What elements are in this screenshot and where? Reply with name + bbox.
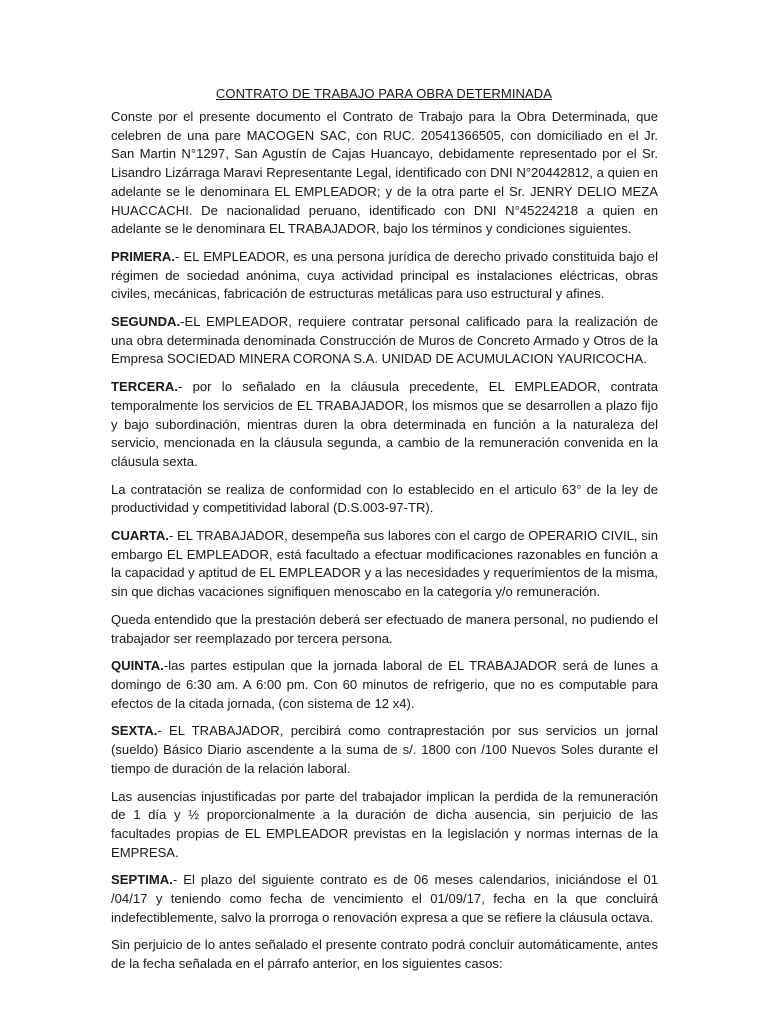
clause-quinta xyxy=(111,657,658,713)
paragraph-text: Las ausencias injustificadas por parte del trabajador implican la perdida de la remuneración de 1 día y ½ proporcionalmente a la duración de dicha ausencia, sin perjuicio de las facultades propias de EL EMPLEADOR previstas en la legislación y normas internas de la EMPRESA. xyxy=(111,788,658,860)
clause-primera xyxy=(111,248,658,304)
clause-text: - EL EMPLEADOR, es una persona jurídica de derecho privado constituida bajo el régimen de sociedad anónima, cuya actividad principal es instalaciones eléctricas, obras civiles, mecánicas, fabricación de estructuras metálicas para uso estructural y afines. xyxy=(111,248,658,302)
paragraph-text: Queda entendido que la prestación deberá ser efectuado de manera personal, no pudiendo el trabajador ser reemplazado por tercera persona. xyxy=(111,611,658,646)
clause-label: SEPTIMA. xyxy=(111,872,173,888)
clause-text: -las partes estipulan que la jornada laboral de EL TRABAJADOR será de lunes a domingo de 6:30 am. A 6:00 pm. Con 60 minutos de refrigerio, que no es computable para efectos de la citada jornada, (con sistema de 12 x4). xyxy=(111,658,658,711)
paragraph-sin-perjuicio xyxy=(111,936,658,973)
paragraph-queda xyxy=(111,611,658,648)
clause-label: SEGUNDA. xyxy=(111,314,181,330)
clause-text: - El plazo del siguiente contrato es de 06 meses calendarios, iniciándose el 01 /04/17 y teniendo como fecha de vencimiento el 01/09/17, fecha en la que concluirá indefectiblemente, salvo la prorroga o renovación expresa a que se refiere la cláusula octava. xyxy=(111,872,658,925)
clause-tercera xyxy=(111,378,658,472)
paragraph-text: Conste por el presente documento el Contrato de Trabajo para la Obra Determinada, que celebren de una pare MACOGEN SAC, con RUC. 20541366505, con domiciliado en el Jr. San Martin N°1297, San Agustín de Cajas Huancayo, debidamente representado por el Sr. Lisandro Lizárraga Maravi Representante Legal, identificado con DNI N°20442812, a quien en adelante se le denominara EL EMPLEADOR; y de la otra parte el Sr. JENRY DELIO MEZA HUACCACHI. De nacionalidad peruano, identificado con DNI N°45224218 a quien en adelante se le denominara EL TRABAJADOR, bajo los términos y condiciones siguientes. xyxy=(111,109,658,237)
paragraph-text: La contratación se realiza de conformidad con lo establecido en el articulo 63° de la ley de productividad y competitividad laboral (D.S.003-97-TR). xyxy=(111,481,658,516)
paragraph-intro xyxy=(111,108,658,239)
document-title: CONTRATO DE TRABAJO PARA OBRA DETERMINADA xyxy=(215,86,553,101)
paragraph-contratacion xyxy=(111,481,658,518)
clause-label: CUARTA. xyxy=(111,528,169,544)
clause-text: - EL TRABAJADOR, percibirá como contraprestación por sus servicios un jornal (sueldo) Básico Diario ascendente a la suma de s/. 1800 con /100 Nuevos Soles durante el tiempo de duración de la relación laboral. xyxy=(111,723,658,776)
clause-segunda xyxy=(111,313,658,369)
clause-text: - por lo señalado en la cláusula precedente, EL EMPLEADOR, contrata temporalmente los servicios de EL TRABAJADOR, los mismos que se desarrollen a plazo fijo y bajo subordinación, mientras duren la obra determinada en función a la naturaleza del servicio, mencionada en la cláusula segunda, a cambio de la remuneración convenida en la cláusula sexta. xyxy=(111,379,658,469)
clause-septima xyxy=(111,871,658,927)
paragraph-text: Sin perjuicio de lo antes señalado el presente contrato podrá concluir automáticamente, antes de la fecha señalada en el párrafo anterior, en los siguientes casos: xyxy=(111,937,658,972)
clause-label: QUINTA. xyxy=(111,658,164,674)
clause-label: TERCERA. xyxy=(111,379,178,395)
clause-label: PRIMERA. xyxy=(111,248,176,264)
clause-sexta xyxy=(111,722,658,778)
clause-label: SEXTA. xyxy=(111,723,158,739)
clause-text: -EL EMPLEADOR, requiere contratar personal calificado para la realización de una obra determinada denominada Construcción de Muros de Concreto Armado y Otros de la Empresa SOCIEDAD MINERA CORONA S.A. UNIDAD DE ACUMULACION YAURICOCHA. xyxy=(111,314,658,367)
paragraph-ausencias xyxy=(111,788,658,863)
document-body xyxy=(111,108,658,983)
clause-text: - EL TRABAJADOR, desempeña sus labores con el cargo de OPERARIO CIVIL, sin embargo EL EMPLEADOR, está facultado a efectuar modificaciones razonables en función a la capacidad y aptitud de EL EMPLEADOR y a las necesidades y requerimientos de la misma, sin que dichas vacaciones signifiquen menoscabo en la categoría y/o remuneración. xyxy=(111,528,658,600)
clause-cuarta xyxy=(111,527,658,602)
